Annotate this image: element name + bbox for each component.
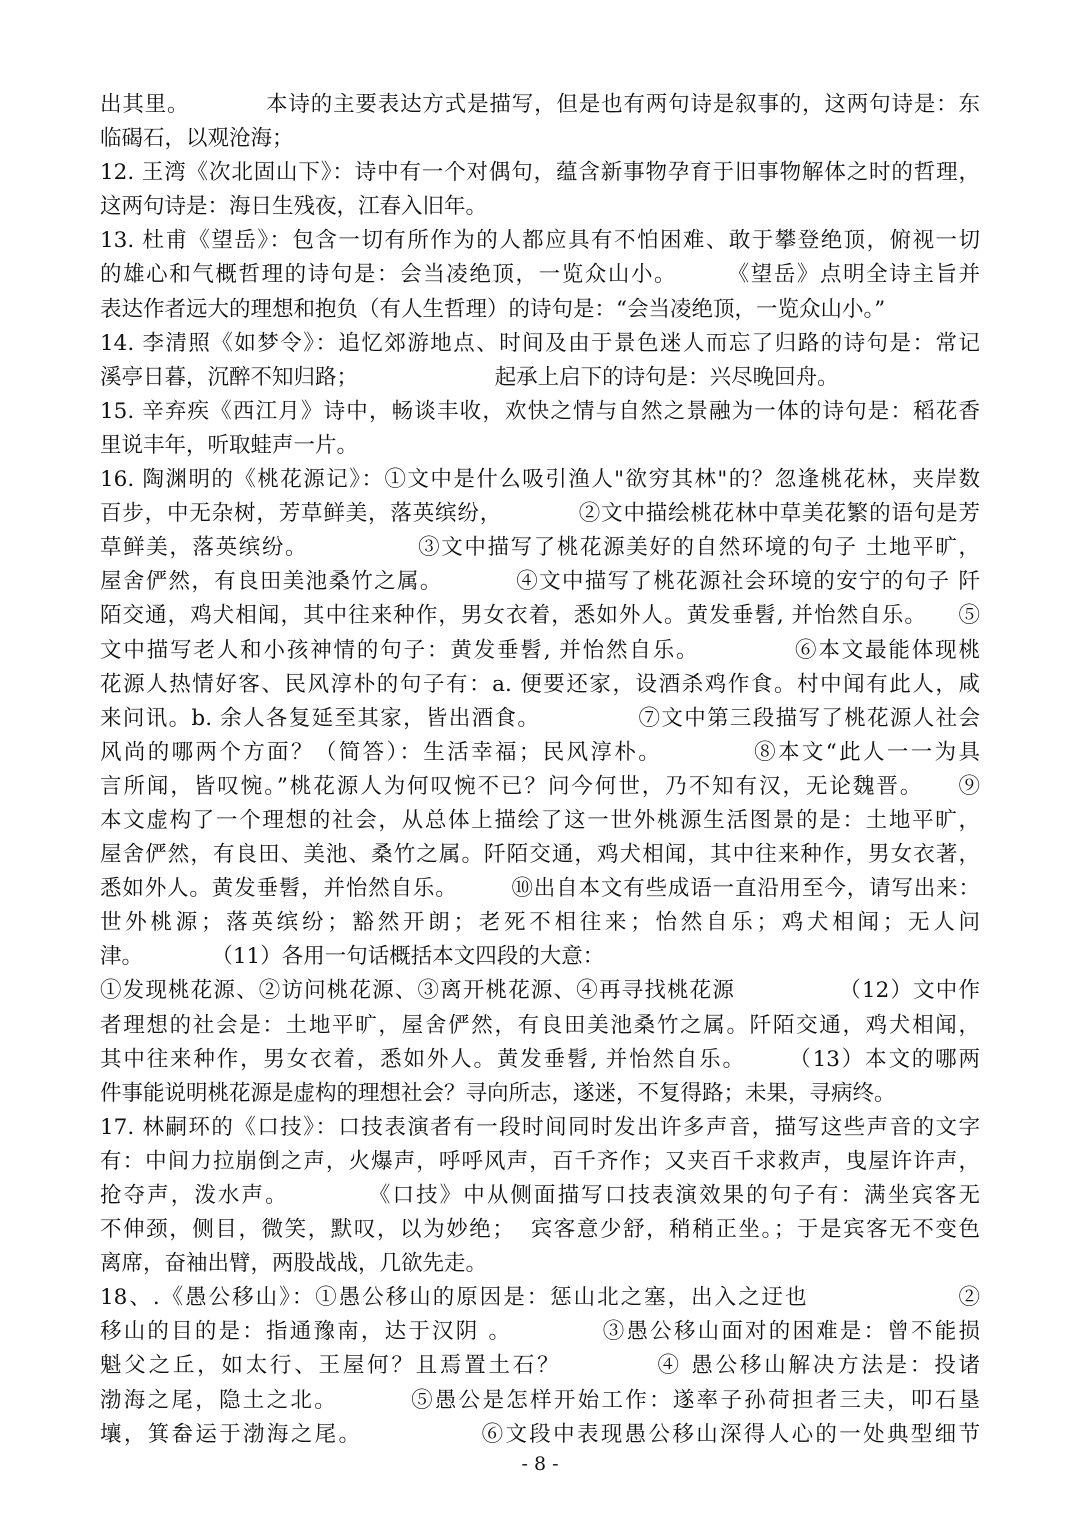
- text-line: 风尚的哪两个方面？（简答）：生活幸福；民风淳朴。 ⑧本文“此人一一为具: [100, 739, 980, 765]
- text-line: 言所闻，皆叹惋。”桃花源人为何叹惋不已？问今何世，乃不知有汉，无论魏晋。 ⑨: [100, 773, 980, 799]
- text-line: 移山的目的是：指通豫南，达于汉阴 。 ③愚公移山面对的困难是：曾不能损: [100, 1319, 980, 1345]
- document-body: [100, 88, 980, 1452]
- text-line: 世外桃源；落英缤纷；豁然开朗；老死不相往来；怡然自乐；鸡犬相闻；无人问: [100, 910, 980, 936]
- text-line: 本文虚构了一个理想的社会，从总体上描绘了这一世外桃源生活图景的是：土地平旷，: [100, 807, 980, 833]
- text-line: 16. 陶渊明的《桃花源记》：①文中是什么吸引渔人"欲穷其林"的？忽逢桃花林，夹岸数: [100, 467, 980, 493]
- text-line: 离席，奋袖出臂，两股战战，几欲先走。: [100, 1251, 488, 1277]
- text-line: ①发现桃花源、②访问桃花源、③离开桃花源、④再寻找桃花源 （12）文中作: [100, 978, 980, 1004]
- text-line: 来问讯。b. 余人各复延至其家，皆出酒食。 ⑦文中第三段描写了桃花源人社会: [100, 705, 980, 731]
- text-line: 18、.《愚公移山》：①愚公移山的原因是：惩山北之塞，出入之迂也 ②: [100, 1285, 980, 1311]
- text-line: 悉如外人。黄发垂髫，并怡然自乐。 ⑩出自本文有些成语一直沿用至今，请写出来：: [100, 876, 980, 902]
- text-line: 壤，箕畚运于渤海之尾。 ⑥文段中表现愚公移山深得人心的一处典型细节: [100, 1421, 980, 1447]
- text-line: 不伸颈，侧目，微笑，默叹，以为妙绝； 宾客意少舒，稍稍正坐。；于是宾客无不变色: [100, 1217, 980, 1243]
- text-line: 屋舍俨然，有良田美池桑竹之属。 ④文中描写了桃花源社会环境的安宁的句子 阡: [100, 569, 980, 595]
- text-line: 草鲜美，落英缤纷。 ③文中描写了桃花源美好的自然环境的句子 土地平旷，: [100, 535, 980, 561]
- text-line: 花源人热情好客、民风淳朴的句子有：a. 便要还家，设酒杀鸡作食。村中闻有此人，咸: [100, 671, 980, 697]
- text-line: 14. 李清照《如梦令》：追忆郊游地点、时间及由于景色迷人而忘了归路的诗句是：常记: [100, 330, 980, 356]
- text-line: 13. 杜甫《望岳》：包含一切有所作为的人都应具有不怕困难、敢于攀登绝顶，俯视一切: [100, 228, 980, 254]
- text-line: 的雄心和气概哲理的诗句是：会当凌绝顶，一览众山小。 《望岳》点明全诗主旨并: [100, 262, 980, 288]
- page-number: - 8 -: [521, 1453, 559, 1475]
- text-line: 临碣石，以观沧海；: [100, 126, 294, 152]
- text-line: 有：中间力拉崩倒之声，火爆声，呼呼风声，百千齐作；又夹百千求救声，曳屋许许声，: [100, 1148, 980, 1174]
- text-line: 出其里。 本诗的主要表达方式是描写，但是也有两句诗是叙事的，这两句诗是：东: [100, 92, 980, 117]
- text-line: 溪亭日暮，沉醉不知归路； 起承上启下的诗句是：兴尽晚回舟。: [100, 364, 839, 390]
- text-line: 魁父之丘，如太行、王屋何？且焉置土石？ ④ 愚公移山解决方法是：投诸: [100, 1353, 980, 1379]
- text-line: 者理想的社会是：土地平旷，屋舍俨然，有良田美池桑竹之属。阡陌交通，鸡犬相闻，: [100, 1012, 980, 1038]
- text-line: 文中描写老人和小孩神情的句子：黄发垂髫, 并怡然自乐。 ⑥本文最能体现桃: [100, 637, 980, 663]
- text-line: 津。 （11）各用一句话概括本文四段的大意：: [100, 944, 605, 970]
- text-line: 这两句诗是：海日生残夜，江春入旧年。: [100, 194, 488, 220]
- text-line: 件事能说明桃花源是虚构的理想社会？寻向所志，遂迷，不复得路；未果，寻病终。: [100, 1080, 896, 1106]
- text-line: 15. 辛弃疾《西江月》诗中，畅谈丰收，欢快之情与自然之景融为一体的诗句是：稻花香: [100, 398, 980, 424]
- text-line: 里说丰年，听取蛙声一片。: [100, 432, 359, 458]
- text-line: 表达作者远大的理想和抱负（有人生哲理）的诗句是：“会当凌绝顶，一览众山小。”: [100, 296, 886, 322]
- text-line: 百步，中无杂树，芳草鲜美，落英缤纷， ②文中描绘桃花林中草美花繁的语句是芳: [100, 501, 980, 527]
- text-line: 屋舍俨然，有良田、美池、桑竹之属。阡陌交通，鸡犬相闻，其中往来种作，男女衣著，: [100, 842, 980, 868]
- text-line: 抢夺声，泼水声。 《口技》中从侧面描写口技表演效果的句子有：满坐宾客无: [100, 1183, 980, 1208]
- text-line: 其中往来种作，男女衣着，悉如外人。黄发垂髫, 并怡然自乐。 （13）本文的哪两: [100, 1046, 980, 1072]
- text-line: 17. 林嗣环的《口技》：口技表演者有一段时间同时发出许多声音，描写这些声音的文字: [100, 1114, 980, 1140]
- text-line: 12. 王湾《次北固山下》：诗中有一个对偶句，蕴含新事物孕育于旧事物解体之时的哲理，: [100, 160, 980, 186]
- text-line: 渤海之尾，隐土之北。 ⑤愚公是怎样开始工作：遂率子孙荷担者三夫，叩石垦: [100, 1387, 980, 1413]
- text-line: 陌交通，鸡犬相闻，其中往来种作，男女衣着，悉如外人。黄发垂髫, 并怡然自乐。 ⑤: [100, 603, 980, 629]
